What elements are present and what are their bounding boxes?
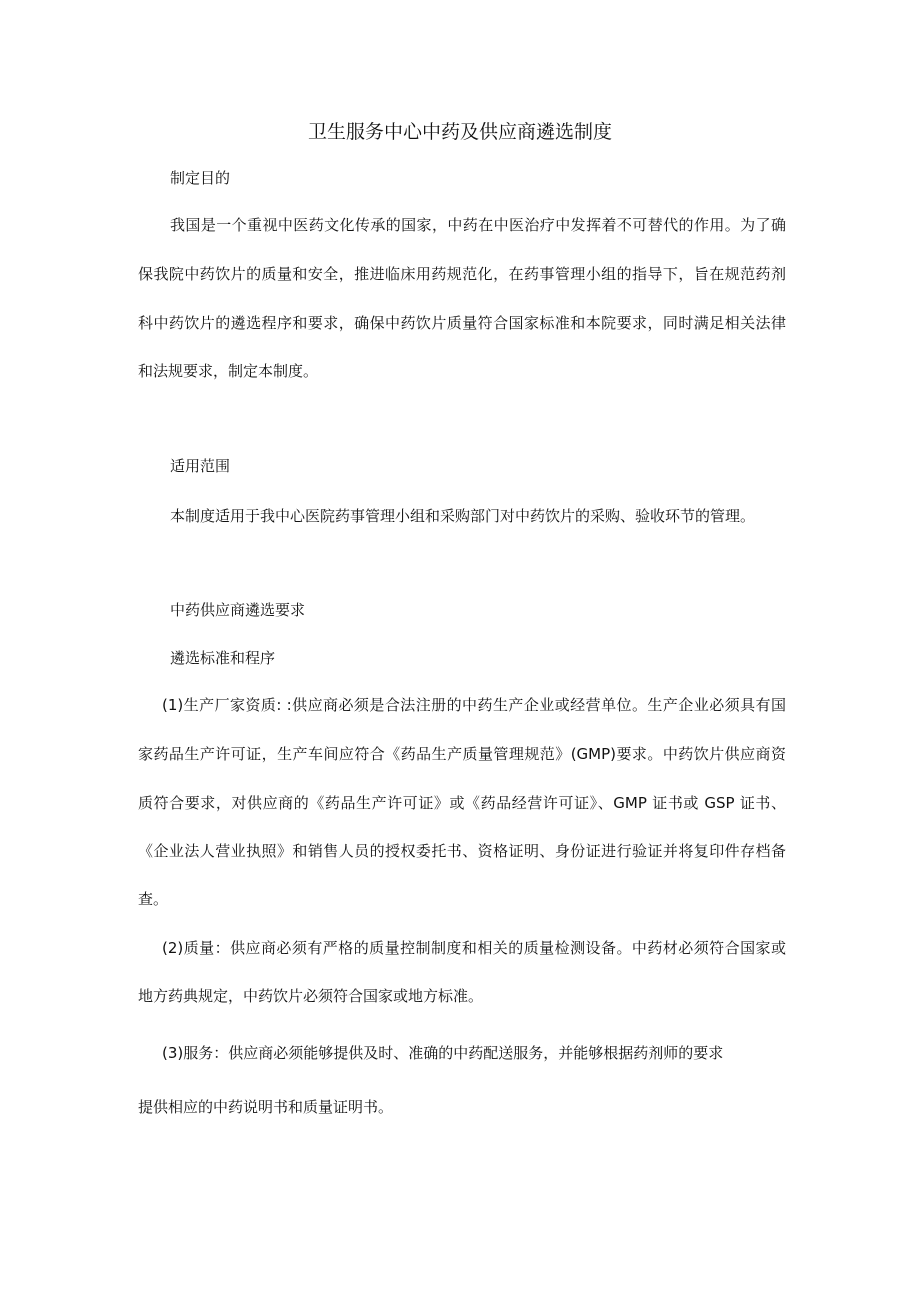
paragraph-line: 和法规要求，制定本制度。 <box>138 362 319 380</box>
item-1-line: 质符合要求，对供应商的《药品生产许可证》或《药品经营许可证》、GMP 证书或 GSP 证书、 <box>138 794 786 812</box>
paragraph-line: 我国是一个重视中医药文化传承的国家，中药在中医治疗中发挥着不可替代的作用。为了确 <box>170 216 786 234</box>
section-heading-purpose: 制定目的 <box>170 169 231 187</box>
paragraph-line: 本制度适用于我中心医院药事管理小组和采购部门对中药饮片的采购、验收环节的管理。 <box>170 507 756 525</box>
item-3-line: 提供相应的中药说明书和质量证明书。 <box>138 1098 394 1116</box>
item-1-line: 家药品生产许可证，生产车间应符合《药品生产质量管理规范》(GMP)要求。中药饮片供应商资 <box>138 745 786 763</box>
item-3-line: (3)服务：供应商必须能够提供及时、准确的中药配送服务，并能够根据药剂师的要求 <box>162 1044 724 1062</box>
section-heading-requirements: 中药供应商遴选要求 <box>170 601 306 619</box>
item-1-line: 《企业法人营业执照》和销售人员的授权委托书、资格证明、身份证进行验证并将复印件存档备 <box>138 842 786 860</box>
item-1-line: (1)生产厂家资质: :供应商必须是合法注册的中药生产企业或经营单位。生产企业必须具有国 <box>162 696 786 714</box>
item-2-line: 地方药典规定，中药饮片必须符合国家或地方标准。 <box>138 987 484 1005</box>
paragraph-line: 保我院中药饮片的质量和安全，推进临床用药规范化，在药事管理小组的指导下，旨在规范药剂 <box>138 265 786 283</box>
paragraph-line: 科中药饮片的遴选程序和要求，确保中药饮片质量符合国家标准和本院要求，同时满足相关法律 <box>138 314 786 332</box>
section-heading-scope: 适用范围 <box>170 457 231 475</box>
document-title: 卫生服务中心中药及供应商遴选制度 <box>307 121 612 143</box>
item-2-line: (2)质量：供应商必须有严格的质量控制制度和相关的质量检测设备。中药材必须符合国家或 <box>162 939 786 957</box>
item-1-line: 查。 <box>138 890 169 908</box>
subheading-criteria: 遴选标准和程序 <box>170 649 276 667</box>
